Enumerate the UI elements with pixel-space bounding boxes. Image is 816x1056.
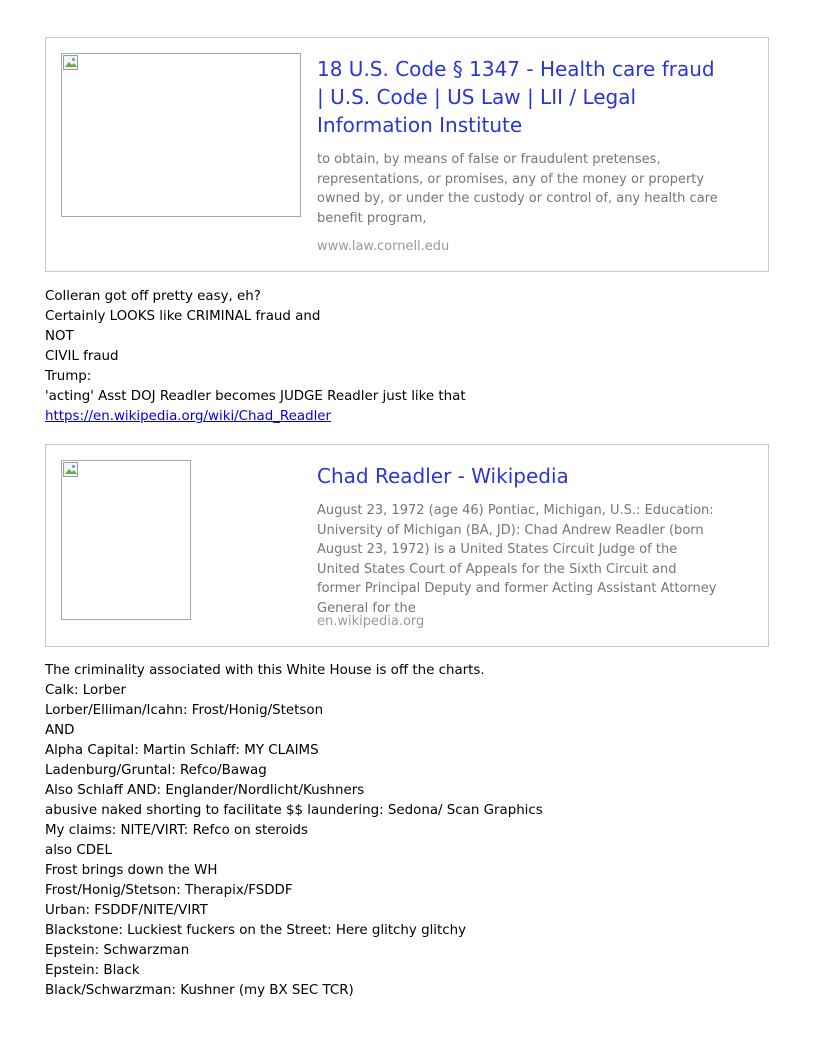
text-line: Epstein: Schwarzman: [45, 943, 190, 958]
preview-thumbnail[interactable]: [61, 53, 301, 217]
link-preview-card-cornell[interactable]: [45, 37, 769, 272]
text-line: Also Schlaff AND: Englander/Nordlicht/Kushners: [45, 783, 365, 798]
text-line: Urban: FSDDF/NITE/VIRT: [45, 903, 208, 918]
text-line: Lorber/Elliman/Icahn: Frost/Honig/Stetson: [45, 703, 324, 718]
card-title-link[interactable]: 18 U.S. Code § 1347 - Health care fraud | U.S. Code | US Law | LII / Legal Information Institute: [317, 57, 715, 137]
text-line: Calk: Lorber: [45, 683, 126, 698]
wikipedia-hyperlink[interactable]: https://en.wikipedia.org/wiki/Chad_Readler: [45, 409, 332, 424]
card-title-link[interactable]: Chad Readler - Wikipedia: [317, 464, 569, 488]
text-line: 'acting' Asst DOJ Readler becomes JUDGE Readler just like that: [45, 389, 466, 404]
text-line: Frost/Honig/Stetson: Therapix/FSDDF: [45, 883, 293, 898]
text-line: CIVIL fraud: [45, 349, 119, 364]
text-line: abusive naked shorting to facilitate $$ laundering: Sedona/ Scan Graphics: [45, 803, 543, 818]
broken-image-icon: [63, 55, 79, 71]
text-line: Trump:: [45, 369, 92, 384]
card-description: to obtain, by means of false or fraudulent pretenses, representations, or promises, any of the money or property owned by, or under the custody or control of, any health care benefit program,: [317, 152, 718, 226]
text-line: Epstein: Black: [45, 963, 140, 978]
text-line: Black/Schwarzman: Kushner (my BX SEC TCR): [45, 983, 354, 998]
link-preview-card-wikipedia[interactable]: [45, 444, 769, 647]
card-domain: www.law.cornell.edu: [317, 239, 450, 254]
text-line: Alpha Capital: Martin Schlaff: MY CLAIMS: [45, 743, 319, 758]
body-text-block-2: [45, 661, 765, 1001]
body-text-block-1: [45, 287, 765, 427]
text-line: Frost brings down the WH: [45, 863, 218, 878]
text-line: Colleran got off pretty easy, eh?: [45, 289, 261, 304]
text-line: My claims: NITE/VIRT: Refco on steroids: [45, 823, 309, 838]
text-line: The criminality associated with this White House is off the charts.: [45, 663, 485, 678]
text-line: Blackstone: Luckiest fuckers on the Street: Here glitchy glitchy: [45, 923, 467, 938]
text-line: also CDEL: [45, 843, 112, 858]
card-domain: en.wikipedia.org: [317, 614, 425, 629]
text-line: AND: [45, 723, 75, 738]
text-line: NOT: [45, 329, 74, 344]
text-line: Certainly LOOKS like CRIMINAL fraud and: [45, 309, 321, 324]
text-line: Ladenburg/Gruntal: Refco/Bawag: [45, 763, 267, 778]
preview-thumbnail[interactable]: [61, 460, 191, 620]
broken-image-icon: [63, 462, 79, 478]
card-description: August 23, 1972 (age 46) Pontiac, Michigan, U.S.: Education: University of Michigan (BA, JD): Chad Andrew Readler (born August 23, 1972) is a United States Circuit Judge of the United States Court of Appeals for the Sixth Circuit and former Principal Deputy and former Acting Assistant Attorney General for the: [317, 503, 717, 616]
